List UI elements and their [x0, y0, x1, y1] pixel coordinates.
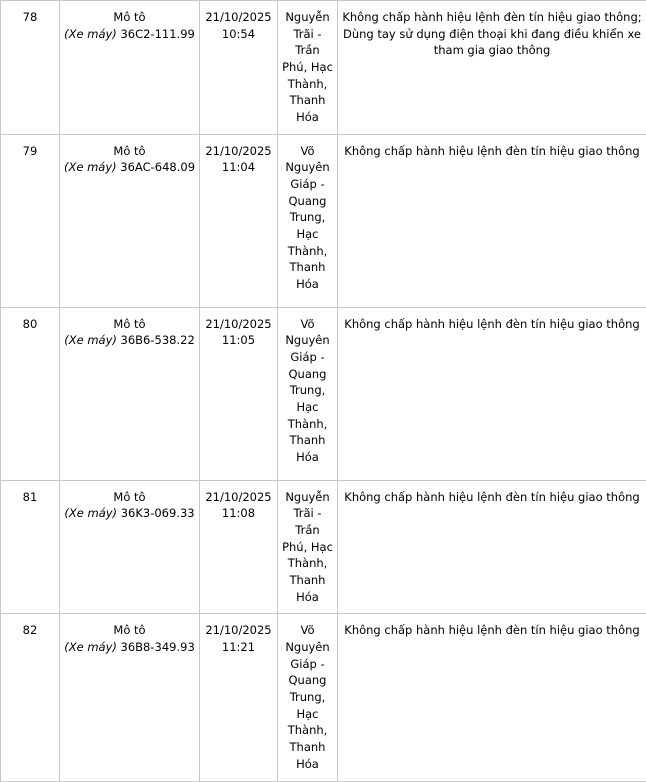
vehicle-cell [60, 480, 200, 614]
vehicle-plate: 36AC-648.09 [120, 160, 195, 174]
vehicle-plate: 36C2-111.99 [120, 27, 194, 41]
vehicle-plate: 36B6-538.22 [121, 333, 195, 347]
table-row [1, 480, 646, 614]
vehicle-note: (Xe máy) [64, 27, 117, 41]
vehicle-cell [60, 1, 200, 135]
table-row [1, 1, 646, 135]
vehicle-plate-line [64, 26, 195, 43]
vehicle-plate-line [64, 332, 195, 349]
row-index-cell [1, 1, 60, 135]
time-cell [200, 480, 278, 614]
violation-date: 21/10/2025 [204, 489, 273, 506]
vehicle-type: Mô tô [64, 143, 195, 160]
vehicle-note: (Xe máy) [64, 506, 117, 520]
vehicle-cell [60, 614, 200, 782]
behavior-cell: Không chấp hành hiệu lệnh đèn tín hiệu giao thông [338, 134, 646, 307]
row-index: 79 [23, 144, 38, 158]
time-cell [200, 307, 278, 480]
time-cell [200, 614, 278, 782]
time-cell [200, 1, 278, 135]
place-cell: Nguyễn Trãi - Trần Phú, Hạc Thành, Thanh Hóa [278, 480, 338, 614]
vehicle-type: Mô tô [64, 9, 195, 26]
violation-date: 21/10/2025 [204, 316, 273, 333]
row-index-cell [1, 307, 60, 480]
place-cell: Võ Nguyên Giáp - Quang Trung, Hạc Thành, Thanh Hóa [278, 134, 338, 307]
violation-time: 10:54 [204, 26, 273, 43]
violation-time: 11:21 [204, 639, 273, 656]
vehicle-note: (Xe máy) [64, 640, 117, 654]
vehicle-note: (Xe máy) [64, 160, 117, 174]
time-cell [200, 134, 278, 307]
violation-time: 11:05 [204, 332, 273, 349]
row-index-cell [1, 614, 60, 782]
row-index-cell [1, 134, 60, 307]
vehicle-cell [60, 134, 200, 307]
place-cell: Võ Nguyên Giáp - Quang Trung, Hạc Thành, Thanh Hóa [278, 614, 338, 782]
violation-time: 11:04 [204, 159, 273, 176]
table-row [1, 134, 646, 307]
place-cell: Võ Nguyên Giáp - Quang Trung, Hạc Thành, Thanh Hóa [278, 307, 338, 480]
row-index: 82 [23, 623, 38, 637]
row-index-cell [1, 480, 60, 614]
violation-time: 11:08 [204, 505, 273, 522]
violation-date: 21/10/2025 [204, 143, 273, 160]
table-row [1, 307, 646, 480]
behavior-cell: Không chấp hành hiệu lệnh đèn tín hiệu giao thông [338, 614, 646, 782]
vehicle-type: Mô tô [64, 489, 195, 506]
row-index: 78 [23, 10, 38, 24]
vehicle-plate-line [64, 505, 195, 522]
vehicle-plate: 36K3-069.33 [121, 506, 195, 520]
place-cell: Nguyễn Trãi - Trần Phú, Hạc Thành, Thanh Hóa [278, 1, 338, 135]
table-row [1, 614, 646, 782]
vehicle-cell [60, 307, 200, 480]
vehicle-plate: 36B8-349.93 [121, 640, 195, 654]
behavior-cell: Không chấp hành hiệu lệnh đèn tín hiệu giao thông [338, 480, 646, 614]
vehicle-type: Mô tô [64, 316, 195, 333]
vehicle-note: (Xe máy) [64, 333, 117, 347]
behavior-cell: Không chấp hành hiệu lệnh đèn tín hiệu giao thông [338, 307, 646, 480]
behavior-cell: Không chấp hành hiệu lệnh đèn tín hiệu giao thông; Dùng tay sử dụng điện thoại khi đang điều khiển xe tham gia giao thông [338, 1, 646, 135]
violation-date: 21/10/2025 [204, 622, 273, 639]
vehicle-plate-line [64, 159, 195, 176]
violation-date: 21/10/2025 [204, 9, 273, 26]
row-index: 81 [23, 490, 38, 504]
vehicle-plate-line [64, 639, 195, 656]
vehicle-type: Mô tô [64, 622, 195, 639]
row-index: 80 [23, 317, 38, 331]
